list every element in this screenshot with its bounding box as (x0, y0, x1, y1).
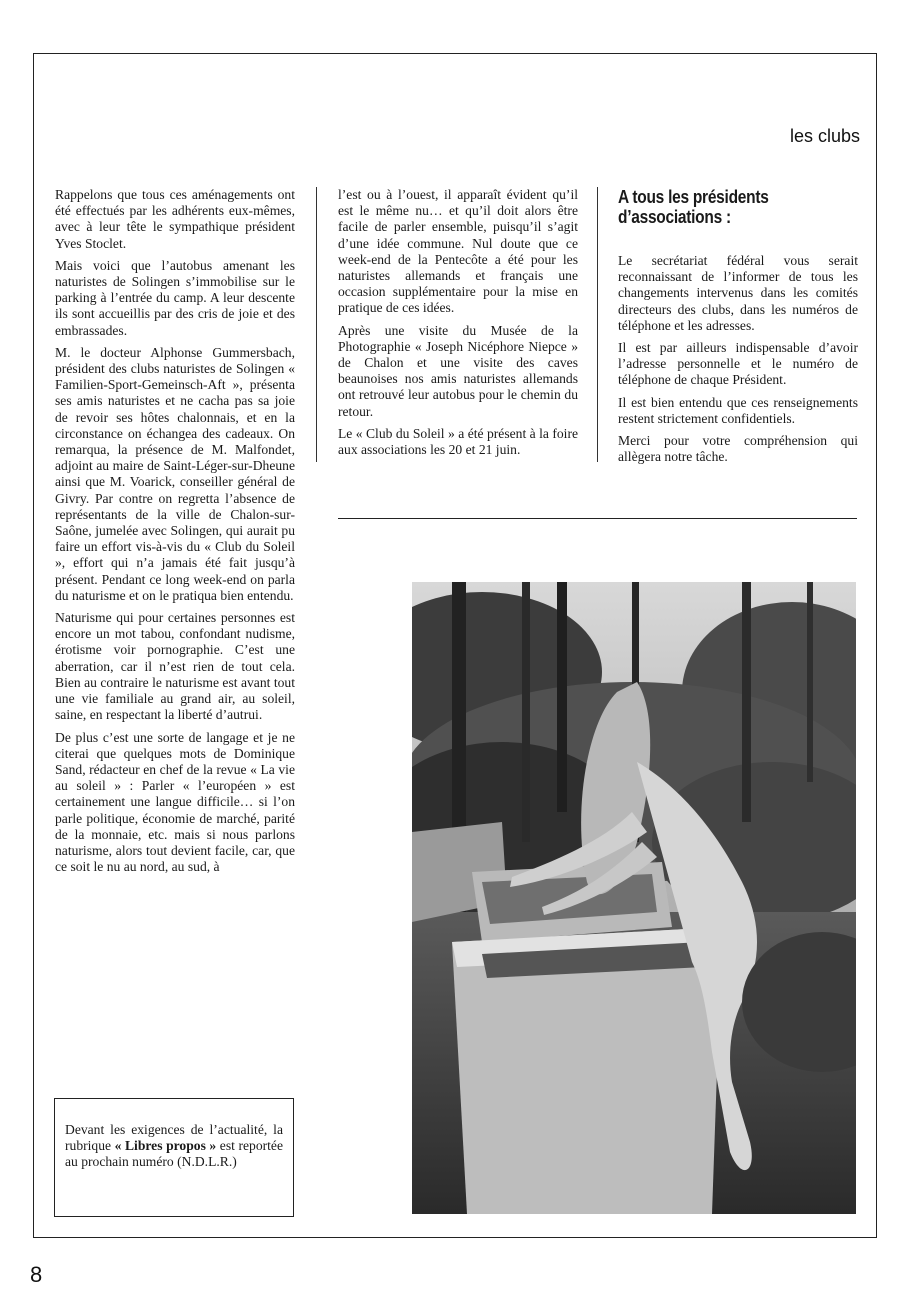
paragraph: Il est bien entendu que ces renseignements restent strictement confidentiels. (618, 394, 858, 426)
notice-heading: A tous les présidents d’associations : (618, 187, 769, 227)
paragraph: Le « Club du Soleil » a été présent à la foire aux associations les 20 et 21 juin. (338, 425, 578, 458)
paragraph: l’est ou à l’ouest, il apparaît évident qu’il est le même nu… et qu’il doit alors être facile de parler ensemble, puisqu’il s’agit d’une idée commune. Nul doute que ce week-end de la Pentecôte a été pour les naturistes allemands et français une occasion supplémentaire pour la mise en pratique de ces idées. (338, 187, 578, 316)
editorial-note: Devant les exigences de l’actualité, la rubrique « Libres propos » est reportée au prochain numéro (N.D.L.R.) (54, 1098, 294, 1217)
column-divider (597, 187, 598, 462)
paragraph: Le secrétariat fédéral vous serait reconnaissant de l’informer de tous les changements intervenus dans les comités directeurs des clubs, dans les numéros de téléphone et les adresses. (618, 253, 858, 333)
paragraph: Naturisme qui pour certaines personnes est encore un mot tabou, confondant nudisme, érotisme voir pornographie. C’est une aberration, car il n’est rien de tout cela. Bien au contraire le naturisme est avant tout une vie familiale au grand air, au soleil, saine, en respectant la liberté d’autrui. (55, 610, 295, 723)
paragraph: Rappelons que tous ces aménagements ont été effectués par les adhérents eux-mêmes, avec à leur tête le sympathique président Yves Stoclet. (55, 187, 295, 251)
note-highlight: « Libres propos » (114, 1138, 217, 1153)
paragraph: Après une visite du Musée de la Photographie « Joseph Nicéphore Niepce » de Chalon et une visite des caves beaunoises nos amis naturistes allemands ont retrouvé leur autobus pour le chemin du retour. (338, 322, 578, 419)
page-number: 8 (30, 1262, 43, 1287)
paragraph: Merci pour votre compréhension qui allègera notre tâche. (618, 433, 858, 465)
photo (412, 582, 856, 1214)
column-divider (316, 187, 317, 462)
paragraph: Mais voici que l’autobus amenant les naturistes de Solingen s’immobilise sur le parking à l’entrée du camp. A leur descente ils sont accueillis par des cris de joie et des embrassades. (55, 257, 295, 338)
horizontal-divider (338, 518, 857, 519)
notice-column (618, 187, 858, 471)
paragraph: M. le docteur Alphonse Gummersbach, président des clubs naturistes de Solingen « Familien-Sport-Gemeinsch-Aft », présenta ses amis naturistes et ne cacha pas sa joie de revoir ses hôtes chalonnais, et en la circonstance on échangea des cadeaux. On remarqua, la présence de M. Malfondet, adjoint au maire de Saint-Léger-sur-Dheune ainsi que M. Voarick, conseiller général de Givry. Par contre on regretta l’absence de représentants de la ville de Chalon-sur-Saône, jumelée avec Solingen, qui aurait pu faire un effort vis-à-vis du « Club du Soleil », effort qui n’a jamais été fait jusqu’à présent. Pendant ce long week-end on parla du naturisme et on le pratiqua bien entendu. (55, 344, 295, 603)
article-column-1 (55, 187, 295, 881)
paragraph: Il est par ailleurs indispensable d’avoir l’adresse personnelle et le numéro de téléphone de chaque Président. (618, 340, 858, 388)
article-column-2 (338, 187, 578, 464)
paragraph: De plus c’est une sorte de langage et je ne citerai que quelques mots de Dominique Sand, rédacteur en chef de la revue « La vie au soleil » : Parler « l’européen » est certainement une langue difficile… si l’on parle politique, économie de marché, parité de la monnaie, etc. mais si nous parlons naturisme, alors tout devient facile, car, que ce soit le nu au nord, au sud, à (55, 729, 295, 875)
section-label: les clubs (789, 126, 860, 146)
